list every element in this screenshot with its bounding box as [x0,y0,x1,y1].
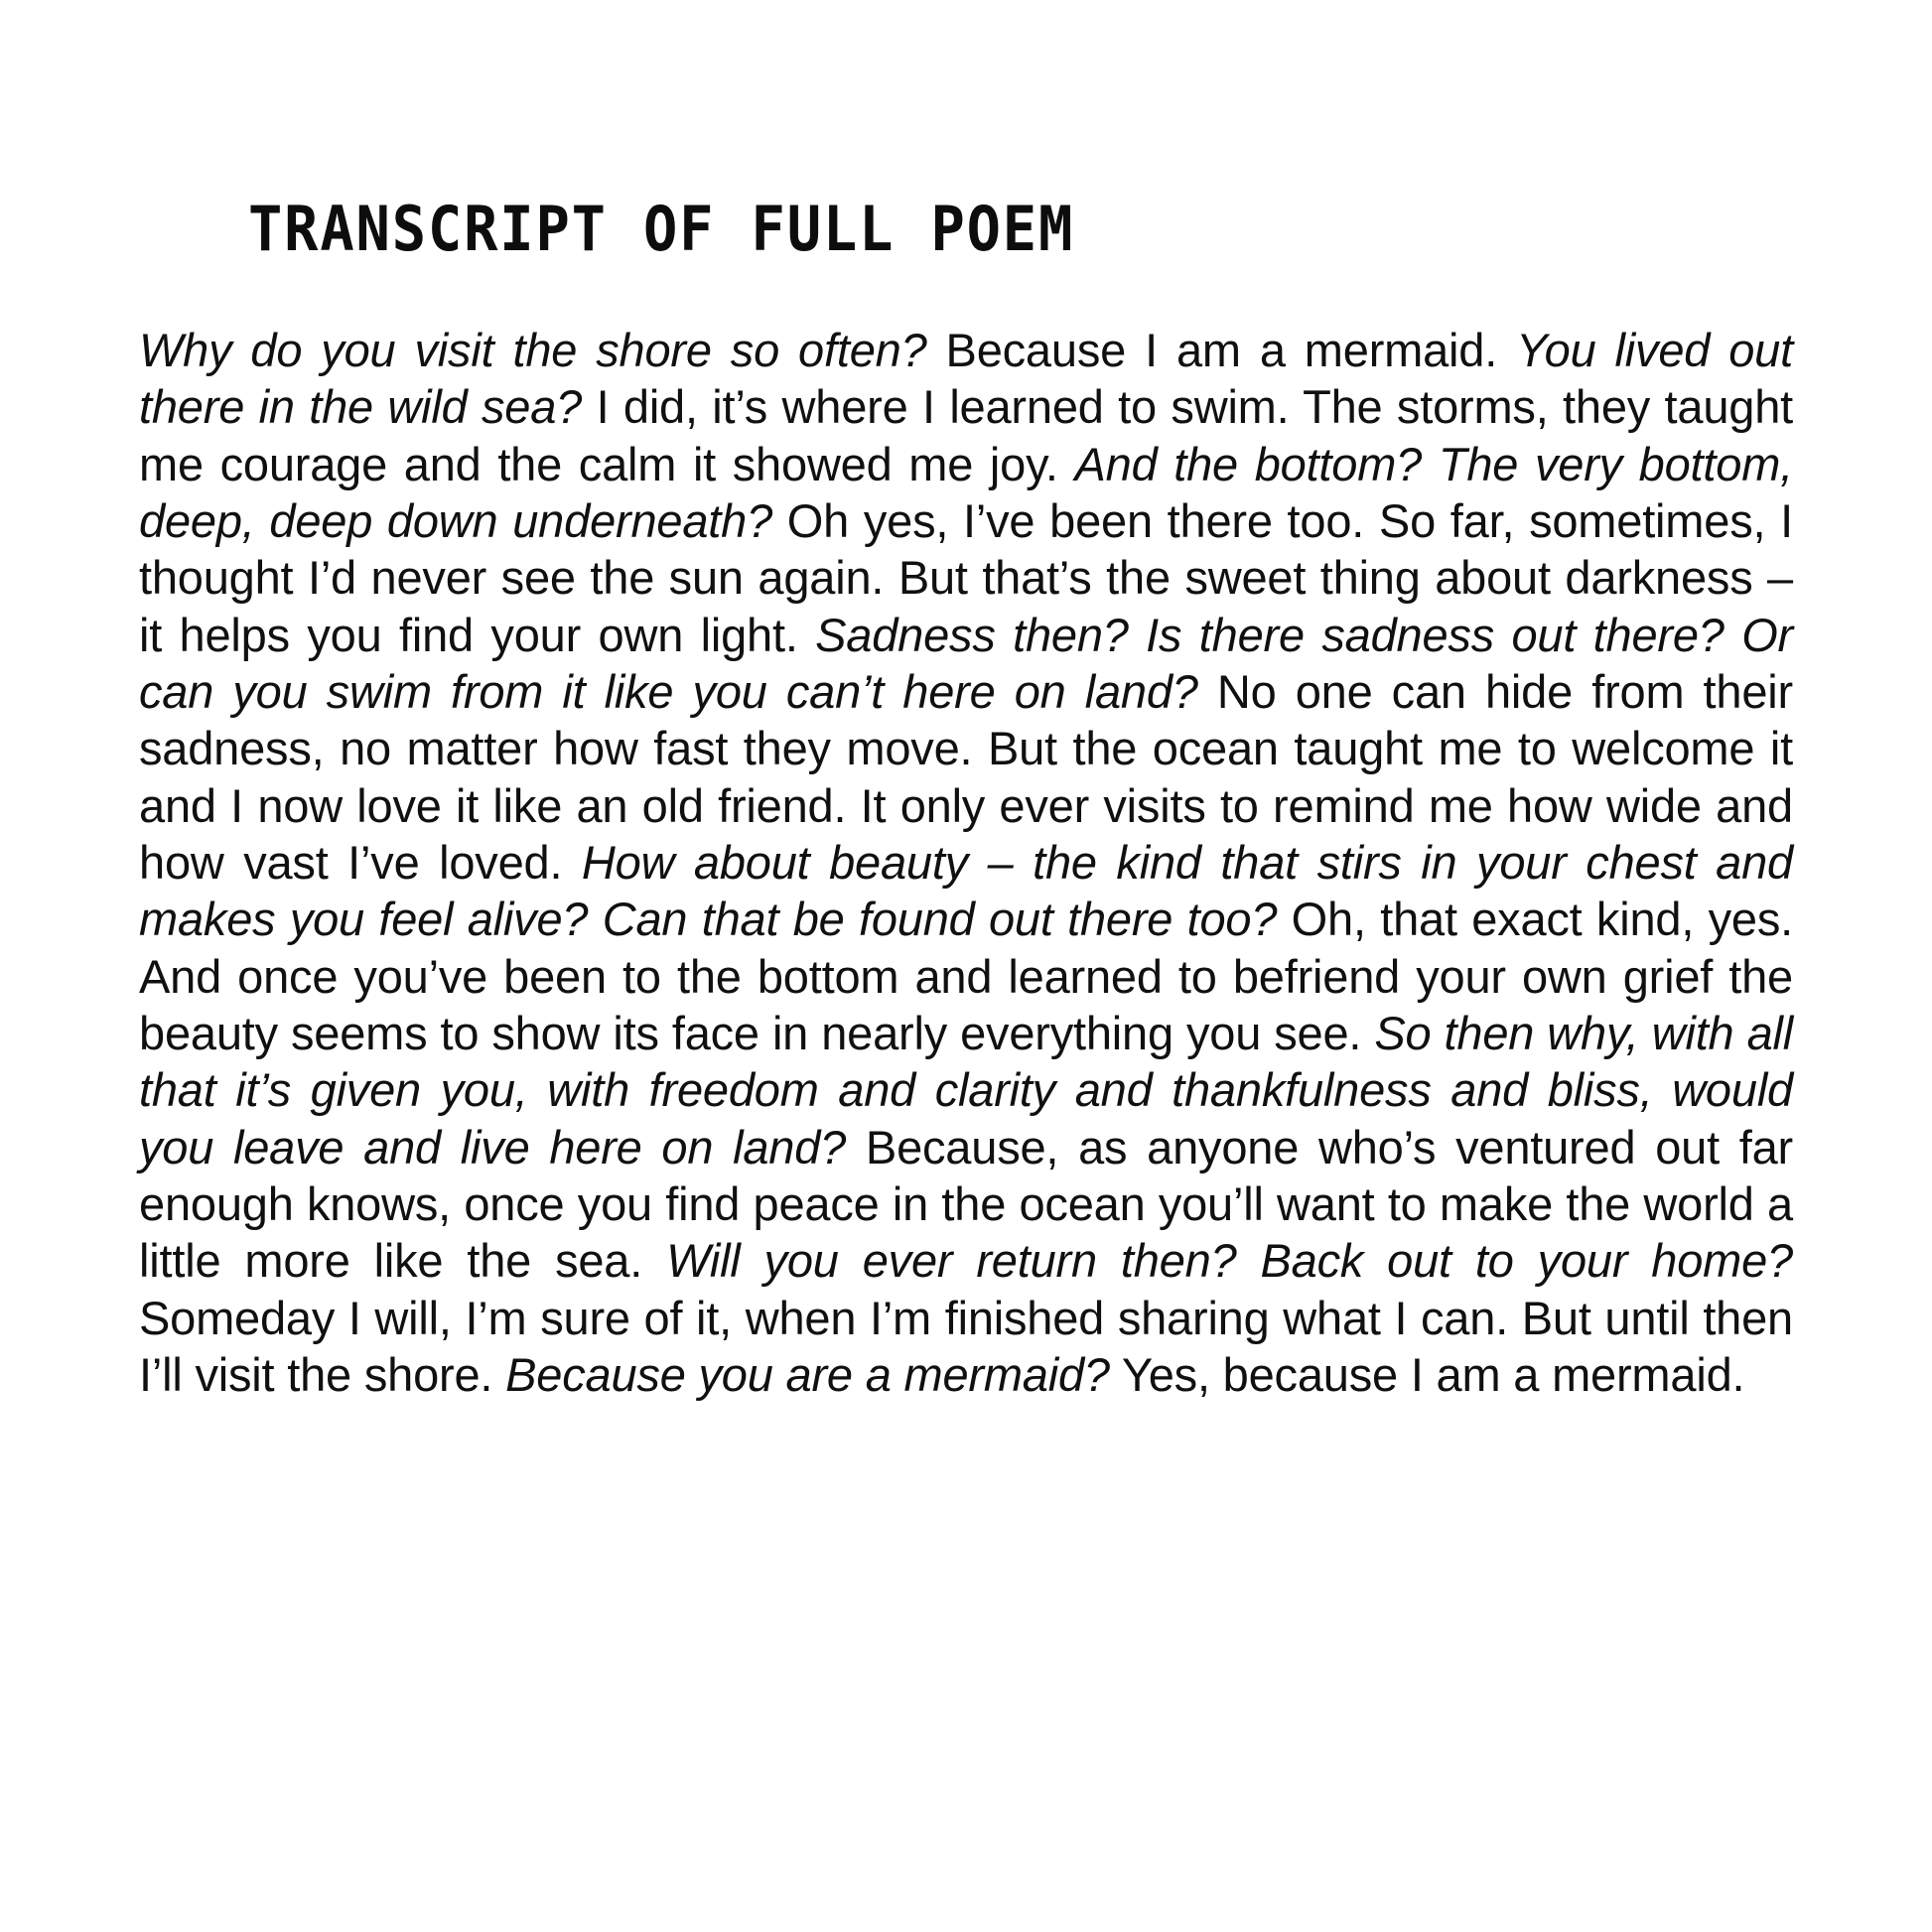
poem-question-segment: Will you ever return then? Back out to your home? [666,1234,1793,1288]
poem-answer-segment: I did, it’s where I learned to swim. The storms, they taught me courage and the calm it showed me joy. [139,380,1793,490]
poem-body [139,322,1813,1403]
poem-question-segment: Why do you visit the shore so often? [139,324,927,376]
poem-answer-segment: Because, as anyone who’s ventured out far enough knows, once you find peace in the ocean you’ll want to make the world a little more like the sea. [139,1120,1793,1288]
poem-question-segment: And the bottom? The very bottom, deep, deep down underneath? [139,437,1794,547]
poem-answer-segment: Because I am a mermaid. [926,324,1517,376]
poem-question-segment: How about beauty – the kind that stirs in your chest and makes you feel alive? Can that be found out there too? [139,835,1793,946]
page-title: TRANSCRIPT OF FULL POEM [248,193,1075,265]
poem-answer-segment: Someday I will, I’m sure of it, when I’m finished sharing what I can. But until then I’ll visit the shore. [139,1291,1793,1401]
poem-question-segment: You lived out there in the wild sea? [139,324,1793,434]
poem-answer-segment: No one can hide from their sadness, no matter how fast they move. But the ocean taught me to welcome it and I now love it like an old friend. It only ever visits to remind me how wide and how vast I’ve loved. [139,664,1793,889]
poem-question-segment: So then why, with all that it’s given you, with freedom and clarity and thankfulness and bliss, would you leave and live here on land? [139,1006,1793,1173]
poem-answer-segment: Oh yes, I’ve been there too. So far, sometimes, I thought I’d never see the sun again. But that’s the sweet thing about darkness – it helps you find your own light. [139,493,1793,661]
poem-answer-segment: Oh, that exact kind, yes. And once you’ve been to the bottom and learned to befriend your own grief the beauty seems to show its face in nearly everything you see. [139,893,1793,1059]
poem-question-segment: Because you are a mermaid? [505,1347,1110,1401]
poem-question-segment: Sadness then? Is there sadness out there? Or can you swim from it like you can’t here on land? [139,608,1794,718]
poem-answer-segment: Yes, because I am a mermaid. [1109,1347,1745,1401]
